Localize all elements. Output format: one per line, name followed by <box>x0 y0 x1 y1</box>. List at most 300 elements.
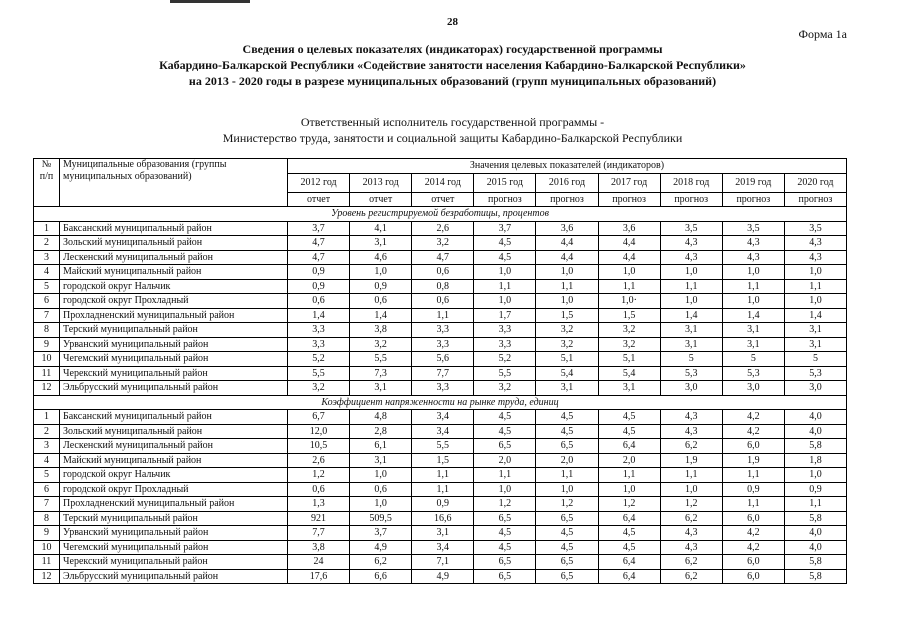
subtitle-line-2: Министерство труда, занятости и социальной защиты Кабардино-Балкарской Республики <box>222 131 683 145</box>
indicator-value: 4,0 <box>784 410 846 425</box>
indicator-value: 12,0 <box>288 424 350 439</box>
indicator-value: 4,5 <box>598 526 660 541</box>
indicator-value: 1,0· <box>598 294 660 309</box>
indicator-value: 6,5 <box>536 555 598 570</box>
row-number: 6 <box>34 482 60 497</box>
indicator-value: 4,3 <box>722 236 784 251</box>
indicator-value: 5,5 <box>412 439 474 454</box>
indicator-value: 4,5 <box>536 410 598 425</box>
indicator-value: 6,4 <box>598 555 660 570</box>
indicator-value: 3,8 <box>288 540 350 555</box>
municipality-name: Урванский муниципальный район <box>60 337 288 352</box>
indicator-value: 4,3 <box>784 250 846 265</box>
indicator-value: 3,2 <box>288 381 350 396</box>
header-year: 2013 год <box>350 173 412 192</box>
indicator-value: 1,2 <box>536 497 598 512</box>
indicator-value: 6,2 <box>350 555 412 570</box>
header-year: 2017 год <box>598 173 660 192</box>
indicator-value: 4,3 <box>660 410 722 425</box>
indicator-value: 2,0 <box>598 453 660 468</box>
header-year: 2016 год <box>536 173 598 192</box>
indicator-value: 4,5 <box>474 424 536 439</box>
indicator-value: 3,3 <box>474 337 536 352</box>
indicator-value: 5,4 <box>598 366 660 381</box>
indicator-value: 6,2 <box>660 511 722 526</box>
table-row <box>34 410 847 425</box>
header-kind: прогноз <box>598 192 660 207</box>
indicator-value: 4,3 <box>722 250 784 265</box>
table-row <box>34 294 847 309</box>
indicator-value: 5,6 <box>412 352 474 367</box>
row-number: 8 <box>34 511 60 526</box>
indicator-value: 1,0 <box>350 265 412 280</box>
indicator-value: 4,5 <box>474 526 536 541</box>
table-row <box>34 366 847 381</box>
form-label: Форма 1а <box>798 27 847 41</box>
indicator-value: 2,0 <box>474 453 536 468</box>
municipality-name: Баксанский муниципальный район <box>60 221 288 236</box>
indicator-value: 1,5 <box>598 308 660 323</box>
indicator-value: 1,2 <box>598 497 660 512</box>
row-number: 11 <box>34 366 60 381</box>
indicator-value: 4,8 <box>350 410 412 425</box>
indicator-value: 24 <box>288 555 350 570</box>
indicator-value: 0,9 <box>722 482 784 497</box>
header-year: 2020 год <box>784 173 846 192</box>
indicator-value: 3,2 <box>536 323 598 338</box>
page-number: 28 <box>447 16 458 28</box>
header-kind: отчет <box>350 192 412 207</box>
indicator-value: 4,5 <box>474 250 536 265</box>
indicator-value: 4,4 <box>536 250 598 265</box>
indicator-value: 5,4 <box>536 366 598 381</box>
row-number: 7 <box>34 308 60 323</box>
row-number: 9 <box>34 337 60 352</box>
header-kind: прогноз <box>474 192 536 207</box>
indicator-value: 6,5 <box>474 511 536 526</box>
indicator-value: 1,0 <box>474 482 536 497</box>
indicator-value: 5,1 <box>598 352 660 367</box>
indicator-value: 4,3 <box>660 424 722 439</box>
table-row <box>34 526 847 541</box>
section-title-row <box>34 395 847 410</box>
header-year: 2012 год <box>288 173 350 192</box>
indicator-value: 3,7 <box>474 221 536 236</box>
row-number: 10 <box>34 352 60 367</box>
indicator-value: 1,1 <box>412 468 474 483</box>
municipality-name: Чегемский муниципальный район <box>60 352 288 367</box>
indicator-value: 3,3 <box>412 381 474 396</box>
indicator-value: 1,0 <box>722 294 784 309</box>
indicator-value: 1,1 <box>412 482 474 497</box>
indicator-value: 1,2 <box>660 497 722 512</box>
indicator-value: 3,8 <box>350 323 412 338</box>
title-line-3: на 2013 - 2020 годы в разрезе муниципальных образований (групп муниципальных образований) <box>188 74 717 88</box>
indicator-value: 1,1 <box>660 468 722 483</box>
indicator-value: 1,0 <box>598 482 660 497</box>
header-kind: отчет <box>288 192 350 207</box>
indicator-value: 0,6 <box>288 482 350 497</box>
indicator-value: 1,4 <box>784 308 846 323</box>
indicator-value: 3,3 <box>288 337 350 352</box>
indicator-value: 4,5 <box>536 540 598 555</box>
indicator-value: 1,0 <box>660 294 722 309</box>
header-year: 2019 год <box>722 173 784 192</box>
row-number: 6 <box>34 294 60 309</box>
municipality-name: Майский муниципальный район <box>60 453 288 468</box>
indicator-value: 0,6 <box>350 482 412 497</box>
indicator-value: 6,4 <box>598 511 660 526</box>
indicator-value: 3,5 <box>722 221 784 236</box>
indicator-value: 1,3 <box>288 497 350 512</box>
indicator-value: 0,9 <box>288 279 350 294</box>
title-line-1: Сведения о целевых показателях (индикаторах) государственной программы <box>242 42 663 56</box>
indicator-value: 3,5 <box>784 221 846 236</box>
indicator-value: 3,0 <box>784 381 846 396</box>
indicator-value: 1,0 <box>598 265 660 280</box>
row-number: 8 <box>34 323 60 338</box>
indicator-value: 4,9 <box>350 540 412 555</box>
row-number: 10 <box>34 540 60 555</box>
indicator-value: 1,1 <box>536 279 598 294</box>
indicator-value: 3,6 <box>536 221 598 236</box>
municipality-name: Прохладненский муниципальный район <box>60 308 288 323</box>
indicator-value: 3,2 <box>474 381 536 396</box>
municipality-name: Эльбрусский муниципальный район <box>60 569 288 584</box>
header-number: № п/п <box>34 159 60 207</box>
indicator-value: 1,4 <box>660 308 722 323</box>
municipality-name: Терский муниципальный район <box>60 511 288 526</box>
table-row <box>34 569 847 584</box>
indicator-value: 6,5 <box>474 569 536 584</box>
row-number: 5 <box>34 468 60 483</box>
indicator-value: 17,6 <box>288 569 350 584</box>
indicator-value: 509,5 <box>350 511 412 526</box>
indicator-value: 1,1 <box>474 279 536 294</box>
indicator-value: 1,1 <box>474 468 536 483</box>
indicator-value: 1,5 <box>412 453 474 468</box>
table-row <box>34 540 847 555</box>
indicator-value: 3,0 <box>722 381 784 396</box>
header-municipality: Муниципальные образования (группы муниципальных образований) <box>60 159 288 207</box>
indicator-value: 0,8 <box>412 279 474 294</box>
indicator-value: 5,3 <box>784 366 846 381</box>
indicator-value: 3,2 <box>536 337 598 352</box>
indicator-value: 5,3 <box>722 366 784 381</box>
indicator-value: 4,5 <box>474 410 536 425</box>
table-row <box>34 482 847 497</box>
row-number: 3 <box>34 439 60 454</box>
indicator-value: 6,0 <box>722 511 784 526</box>
indicator-value: 3,3 <box>412 337 474 352</box>
row-number: 7 <box>34 497 60 512</box>
indicator-value: 4,5 <box>474 540 536 555</box>
indicator-value: 1,5 <box>536 308 598 323</box>
indicator-value: 6,6 <box>350 569 412 584</box>
indicator-value: 1,7 <box>474 308 536 323</box>
indicator-value: 3,1 <box>350 381 412 396</box>
table-row <box>34 381 847 396</box>
municipality-name: Зольский муниципальный район <box>60 424 288 439</box>
indicator-value: 0,6 <box>412 294 474 309</box>
indicator-value: 4,3 <box>660 540 722 555</box>
title-line-2: Кабардино-Балкарской Республики «Содействие занятости населения Кабардино-Балкарской Республики» <box>159 58 746 72</box>
indicator-value: 2,8 <box>350 424 412 439</box>
table-row <box>34 453 847 468</box>
indicator-value: 5,2 <box>474 352 536 367</box>
municipality-name: городской округ Нальчик <box>60 468 288 483</box>
municipality-name: городской округ Прохладный <box>60 294 288 309</box>
row-number: 12 <box>34 569 60 584</box>
indicator-value: 3,1 <box>784 323 846 338</box>
indicator-value: 6,5 <box>536 439 598 454</box>
indicator-value: 1,2 <box>288 468 350 483</box>
indicator-value: 1,0 <box>660 265 722 280</box>
indicator-value: 4,9 <box>412 569 474 584</box>
table-row <box>34 439 847 454</box>
indicator-value: 921 <box>288 511 350 526</box>
indicator-value: 5 <box>722 352 784 367</box>
table-row <box>34 323 847 338</box>
indicator-value: 1,0 <box>722 265 784 280</box>
indicator-value: 3,2 <box>598 323 660 338</box>
indicator-value: 1,4 <box>350 308 412 323</box>
row-number: 1 <box>34 221 60 236</box>
row-number: 2 <box>34 424 60 439</box>
indicator-value: 3,1 <box>784 337 846 352</box>
row-number: 11 <box>34 555 60 570</box>
indicator-value: 6,1 <box>350 439 412 454</box>
municipality-name: Лескенский муниципальный район <box>60 250 288 265</box>
indicator-value: 3,1 <box>722 323 784 338</box>
indicator-value: 1,0 <box>660 482 722 497</box>
indicator-value: 4,0 <box>784 526 846 541</box>
indicator-value: 1,0 <box>536 482 598 497</box>
indicator-value: 6,5 <box>474 439 536 454</box>
indicator-value: 4,0 <box>784 424 846 439</box>
indicator-value: 5,2 <box>288 352 350 367</box>
indicator-value: 3,1 <box>350 236 412 251</box>
row-number: 4 <box>34 453 60 468</box>
indicator-value: 6,5 <box>536 511 598 526</box>
table-row <box>34 236 847 251</box>
indicator-value: 4,2 <box>722 526 784 541</box>
table-row <box>34 265 847 280</box>
responsible-executor <box>0 114 905 146</box>
indicator-value: 2,6 <box>288 453 350 468</box>
indicator-value: 3,1 <box>598 381 660 396</box>
indicator-value: 4,2 <box>722 410 784 425</box>
municipality-name: городской округ Прохладный <box>60 482 288 497</box>
indicator-value: 3,1 <box>536 381 598 396</box>
indicator-value: 1,1 <box>784 279 846 294</box>
indicator-value: 5,1 <box>536 352 598 367</box>
municipality-name: городской округ Нальчик <box>60 279 288 294</box>
row-number: 5 <box>34 279 60 294</box>
municipality-name: Терский муниципальный район <box>60 323 288 338</box>
indicator-value: 6,4 <box>598 569 660 584</box>
table-row <box>34 337 847 352</box>
table-row <box>34 468 847 483</box>
indicator-value: 3,0 <box>660 381 722 396</box>
indicator-value: 1,0 <box>350 497 412 512</box>
indicator-value: 1,9 <box>660 453 722 468</box>
indicator-value: 5,8 <box>784 555 846 570</box>
indicator-value: 5,5 <box>350 352 412 367</box>
indicator-value: 3,1 <box>350 453 412 468</box>
indicator-value: 4,4 <box>598 250 660 265</box>
indicator-value: 3,6 <box>598 221 660 236</box>
indicators-table <box>33 158 847 584</box>
indicator-value: 4,5 <box>536 526 598 541</box>
table-row <box>34 250 847 265</box>
indicator-value: 4,3 <box>660 526 722 541</box>
section-title: Коэффициент напряженности на рынке труда, единиц <box>34 395 847 410</box>
indicator-value: 7,3 <box>350 366 412 381</box>
indicator-value: 5 <box>660 352 722 367</box>
indicator-value: 6,5 <box>536 569 598 584</box>
indicator-value: 1,1 <box>598 279 660 294</box>
indicator-value: 1,2 <box>474 497 536 512</box>
table-row <box>34 352 847 367</box>
indicator-value: 0,9 <box>288 265 350 280</box>
indicator-value: 1,0 <box>474 294 536 309</box>
row-number: 12 <box>34 381 60 396</box>
section-title: Уровень регистрируемой безработицы, процентов <box>34 207 847 222</box>
table-row <box>34 497 847 512</box>
indicator-value: 4,2 <box>722 424 784 439</box>
table-row <box>34 555 847 570</box>
indicator-value: 1,1 <box>598 468 660 483</box>
indicator-value: 3,4 <box>412 540 474 555</box>
indicator-value: 6,2 <box>660 569 722 584</box>
indicator-value: 6,0 <box>722 439 784 454</box>
indicator-value: 4,6 <box>350 250 412 265</box>
header-year: 2018 год <box>660 173 722 192</box>
indicator-value: 1,1 <box>722 279 784 294</box>
header-year: 2015 год <box>474 173 536 192</box>
indicator-value: 1,0 <box>784 294 846 309</box>
municipality-name: Чегемский муниципальный район <box>60 540 288 555</box>
indicator-value: 3,2 <box>412 236 474 251</box>
indicator-value: 4,4 <box>598 236 660 251</box>
indicator-value: 3,7 <box>350 526 412 541</box>
indicator-value: 16,6 <box>412 511 474 526</box>
header-kind: прогноз <box>784 192 846 207</box>
section-title-row <box>34 207 847 222</box>
indicator-value: 7,7 <box>288 526 350 541</box>
indicator-value: 1,0 <box>536 265 598 280</box>
indicator-value: 5,8 <box>784 569 846 584</box>
indicator-value: 4,7 <box>288 250 350 265</box>
indicator-value: 0,9 <box>784 482 846 497</box>
indicator-value: 3,2 <box>350 337 412 352</box>
row-number: 4 <box>34 265 60 280</box>
indicator-value: 3,4 <box>412 410 474 425</box>
header-kind: прогноз <box>536 192 598 207</box>
indicator-value: 5,5 <box>474 366 536 381</box>
indicator-value: 1,0 <box>784 265 846 280</box>
indicator-value: 0,9 <box>350 279 412 294</box>
indicator-value: 5,8 <box>784 439 846 454</box>
indicator-value: 1,1 <box>536 468 598 483</box>
indicator-value: 7,7 <box>412 366 474 381</box>
indicator-value: 3,5 <box>660 221 722 236</box>
scan-artifact-line <box>170 0 250 3</box>
indicator-value: 1,1 <box>660 279 722 294</box>
indicator-value: 0,6 <box>412 265 474 280</box>
indicator-value: 3,3 <box>288 323 350 338</box>
indicator-value: 3,1 <box>660 337 722 352</box>
indicator-value: 4,3 <box>784 236 846 251</box>
indicator-value: 1,1 <box>412 308 474 323</box>
indicator-value: 4,4 <box>536 236 598 251</box>
table-row <box>34 221 847 236</box>
indicator-value: 6,4 <box>598 439 660 454</box>
municipality-name: Прохладненский муниципальный район <box>60 497 288 512</box>
indicator-value: 2,0 <box>536 453 598 468</box>
document-title <box>0 41 905 89</box>
table-row <box>34 308 847 323</box>
indicator-value: 0,9 <box>412 497 474 512</box>
indicators-table-body <box>34 159 847 584</box>
indicator-value: 4,2 <box>722 540 784 555</box>
indicator-value: 4,3 <box>660 250 722 265</box>
municipality-name: Баксанский муниципальный район <box>60 410 288 425</box>
row-number: 1 <box>34 410 60 425</box>
header-kind: прогноз <box>660 192 722 207</box>
indicator-value: 3,7 <box>288 221 350 236</box>
indicator-value: 6,2 <box>660 555 722 570</box>
header-kind: прогноз <box>722 192 784 207</box>
indicator-value: 0,6 <box>288 294 350 309</box>
indicator-value: 1,4 <box>288 308 350 323</box>
indicator-value: 4,7 <box>288 236 350 251</box>
table-row <box>34 424 847 439</box>
row-number: 3 <box>34 250 60 265</box>
indicator-value: 4,7 <box>412 250 474 265</box>
indicator-value: 1,4 <box>722 308 784 323</box>
indicator-value: 5 <box>784 352 846 367</box>
indicator-value: 6,0 <box>722 569 784 584</box>
municipality-name: Урванский муниципальный район <box>60 526 288 541</box>
indicator-value: 3,1 <box>722 337 784 352</box>
indicator-value: 7,1 <box>412 555 474 570</box>
indicator-value: 3,2 <box>598 337 660 352</box>
indicator-value: 1,1 <box>722 497 784 512</box>
indicator-value: 5,3 <box>660 366 722 381</box>
indicator-value: 4,5 <box>598 540 660 555</box>
header-year: 2014 год <box>412 173 474 192</box>
indicator-value: 6,5 <box>474 555 536 570</box>
indicator-value: 1,1 <box>784 497 846 512</box>
row-number: 2 <box>34 236 60 251</box>
indicator-value: 1,9 <box>722 453 784 468</box>
municipality-name: Зольский муниципальный район <box>60 236 288 251</box>
indicator-value: 4,3 <box>660 236 722 251</box>
indicator-value: 4,1 <box>350 221 412 236</box>
indicator-value: 1,0 <box>350 468 412 483</box>
indicator-value: 5,8 <box>784 511 846 526</box>
indicator-value: 6,2 <box>660 439 722 454</box>
subtitle-line-1: Ответственный исполнитель государственной программы - <box>300 115 605 129</box>
header-kind: отчет <box>412 192 474 207</box>
header-row-1 <box>34 159 847 174</box>
table-row <box>34 511 847 526</box>
indicator-value: 10,5 <box>288 439 350 454</box>
indicator-value: 4,0 <box>784 540 846 555</box>
indicator-value: 3,1 <box>412 526 474 541</box>
